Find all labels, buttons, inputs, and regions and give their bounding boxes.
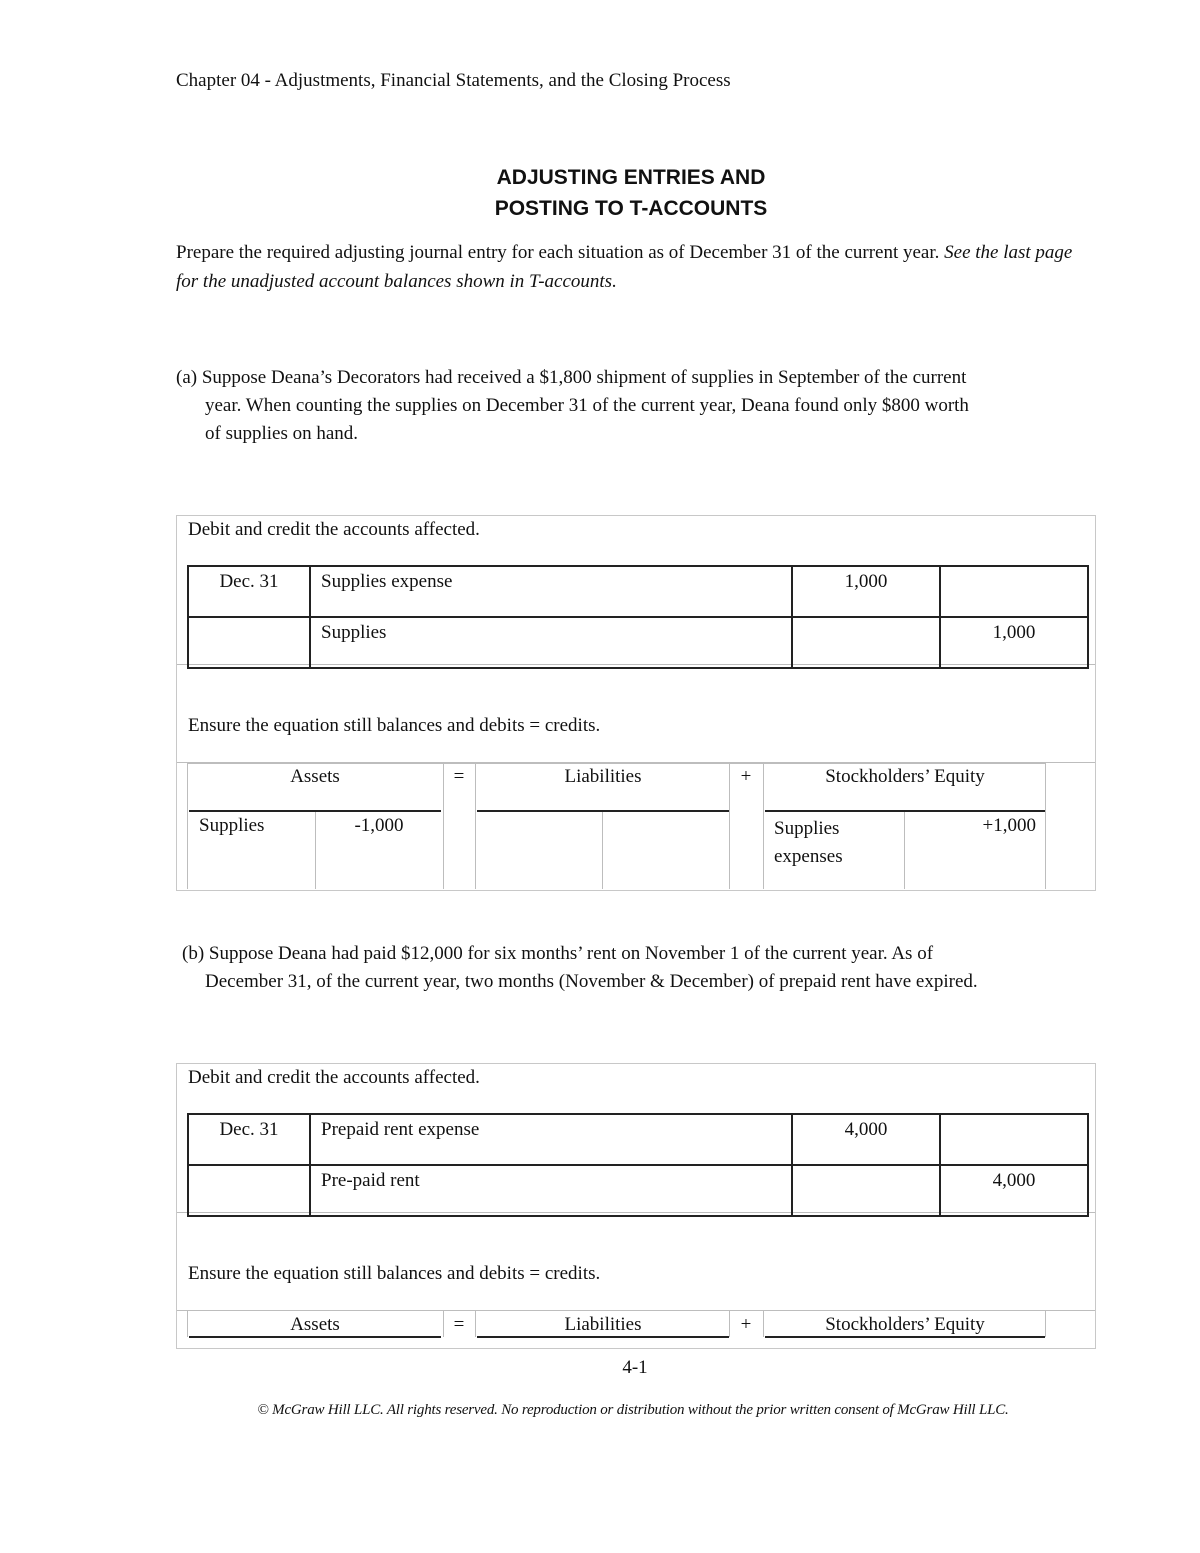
instructions	[176, 238, 1096, 296]
entry-a-row2-debit	[792, 617, 940, 668]
entry-b-row1-date: Dec. 31	[188, 1114, 310, 1165]
entry-a-ensure: Ensure the equation still balances and debits = credits.	[188, 715, 601, 736]
table-row	[188, 566, 1088, 617]
entry-a-row2-account: Supplies	[310, 617, 792, 668]
equation-a-equity-change	[904, 815, 1046, 837]
entry-b-row2-debit	[792, 1165, 940, 1216]
entry-a-instruction: Debit and credit the accounts affected.	[188, 519, 480, 540]
equation-b-assets-header: Assets	[189, 1314, 441, 1338]
equation-a-plus: +	[740, 766, 752, 787]
page-number: 4-1	[622, 1357, 648, 1378]
instructions-italic: See the last page for the unadjusted account balances shown in T-accounts.	[176, 242, 1073, 292]
table-row	[188, 1114, 1088, 1165]
entry-a-row1-account: Supplies expense	[310, 566, 792, 617]
equation-a-equity-account-line-2: expenses	[774, 846, 843, 867]
situation-b-line-1: (b) Suppose Deana had paid $12,000 for six months’ rent on November 1 of the current year. As of	[182, 943, 934, 964]
entry-b-row2-date	[188, 1165, 310, 1216]
entry-b-row1-debit: 4,000	[792, 1114, 940, 1165]
entry-b-row2-credit: 4,000	[940, 1165, 1088, 1216]
entry-a-row1-credit	[940, 566, 1088, 617]
entry-b-row1-credit	[940, 1114, 1088, 1165]
situation-a	[176, 364, 1086, 448]
equation-a-assets-header: Assets	[189, 766, 441, 812]
entry-a-row2-date	[188, 617, 310, 668]
equation-b-equals: =	[453, 1314, 465, 1335]
entry-a-row2-credit: 1,000	[940, 617, 1088, 668]
equation-b-equity-header: Stockholders’ Equity	[765, 1314, 1045, 1338]
situation-a-line-1: (a) Suppose Deana’s Decorators had received a $1,800 shipment of supplies in September of the current	[176, 367, 967, 388]
copyright-footer: © McGraw Hill LLC. All rights reserved. No reproduction or distribution without the prior written consent of McGraw Hill LLC.	[257, 1402, 1009, 1418]
situation-a-line-3: of supplies on hand.	[205, 423, 359, 444]
situation-a-line-2: year. When counting the supplies on December 31 of the current year, Deana found only $800 worth	[205, 395, 969, 416]
journal-entry-b	[187, 1113, 1089, 1217]
table-row	[188, 617, 1088, 668]
entry-b-row2-account: Pre-paid rent	[310, 1165, 792, 1216]
equation-a-asset-account: Supplies	[199, 815, 265, 836]
equation-b-plus: +	[740, 1314, 752, 1335]
equation-a-equity-change-value: +1,000	[982, 815, 1036, 836]
equation-a-equity-account-line-1: Supplies	[774, 818, 840, 839]
page-title-line-1: ADJUSTING ENTRIES AND	[496, 166, 766, 189]
chapter-header: Chapter 04 - Adjustments, Financial Statements, and the Closing Process	[176, 70, 731, 91]
situation-b	[182, 940, 1092, 996]
table-row	[188, 1165, 1088, 1216]
entry-b-instruction: Debit and credit the accounts affected.	[188, 1067, 480, 1088]
instructions-text: Prepare the required adjusting journal entry for each situation as of December 31 of the current year.	[176, 242, 945, 263]
entry-a-row1-date: Dec. 31	[188, 566, 310, 617]
page-title-line-2: POSTING TO T-ACCOUNTS	[494, 197, 768, 220]
equation-a-equals: =	[453, 766, 465, 787]
equation-a-liabilities-header: Liabilities	[477, 766, 729, 812]
entry-b-row1-account: Prepaid rent expense	[310, 1114, 792, 1165]
journal-entry-a	[187, 565, 1089, 669]
equation-b-liabilities-header: Liabilities	[477, 1314, 729, 1338]
entry-a-row1-debit: 1,000	[792, 566, 940, 617]
equation-a-equity-account	[774, 815, 843, 871]
equation-a-asset-change: -1,000	[354, 815, 404, 836]
entry-b-ensure: Ensure the equation still balances and debits = credits.	[188, 1263, 601, 1284]
situation-b-line-2: December 31, of the current year, two months (November & December) of prepaid rent have expired.	[205, 971, 978, 992]
equation-a-equity-header: Stockholders’ Equity	[765, 766, 1045, 812]
